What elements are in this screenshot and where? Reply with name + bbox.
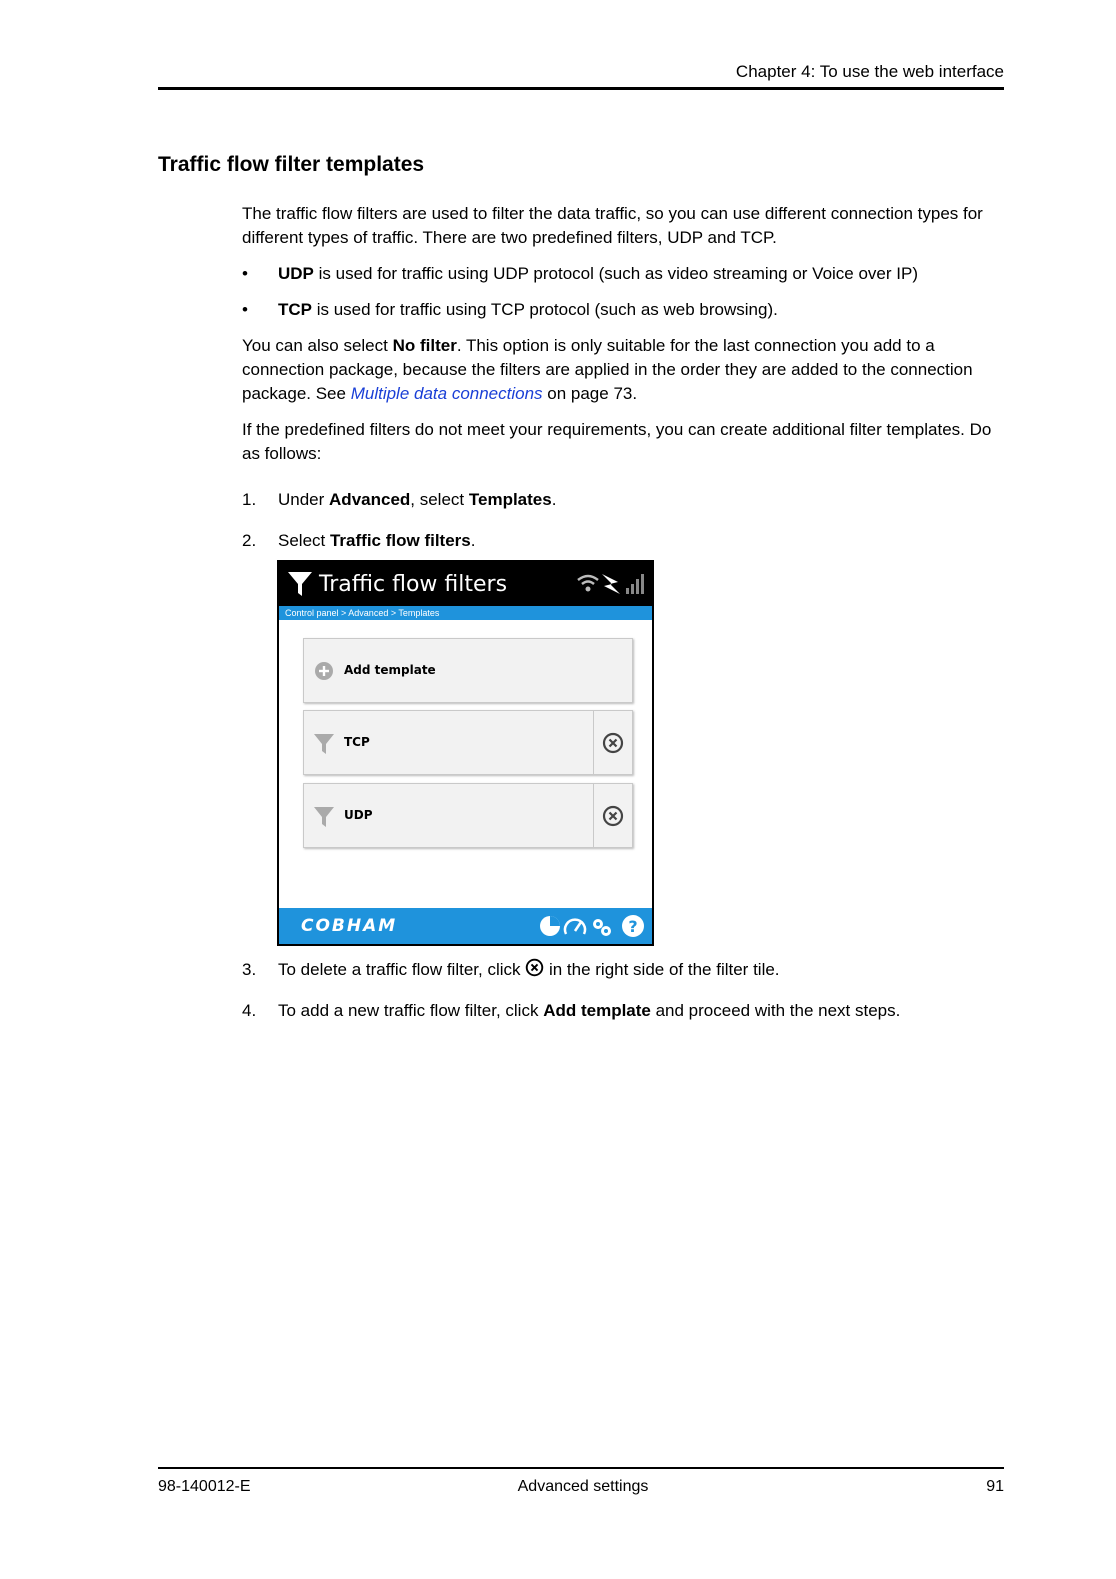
traffic-flow-filters-screenshot xyxy=(277,560,654,946)
step-number: 2. xyxy=(242,531,257,550)
bold-term: No filter xyxy=(392,336,457,355)
body-text xyxy=(242,202,1004,570)
svg-text:?: ? xyxy=(628,917,638,936)
status-icons xyxy=(574,570,646,596)
close-circle-icon xyxy=(602,805,624,827)
add-template-tile[interactable] xyxy=(303,638,633,703)
brand-logo: COBHAM xyxy=(301,916,398,936)
filter-icon xyxy=(314,733,334,755)
screen-title: Traffic flow filters xyxy=(319,572,508,597)
filter-tile-udp[interactable] xyxy=(303,783,633,848)
bullet-term: TCP xyxy=(278,300,312,319)
text-span: and proceed with the next steps. xyxy=(650,1001,901,1020)
tile-label: UDP xyxy=(344,808,373,822)
bold-term: Templates xyxy=(468,490,552,509)
text-span: Under xyxy=(278,490,330,509)
step-number: 4. xyxy=(242,1001,257,1020)
screen-footer-bar xyxy=(279,908,652,944)
step-3 xyxy=(242,958,1004,982)
close-circle-icon xyxy=(602,732,624,754)
step-1 xyxy=(242,488,1004,512)
header-rule xyxy=(158,87,1004,90)
step-number: 1. xyxy=(242,490,257,509)
steps-continued xyxy=(242,958,1004,1040)
bold-term: Advanced xyxy=(329,490,411,509)
text-span: Select xyxy=(278,531,330,550)
bullet-dot: • xyxy=(242,300,248,319)
filter-icon xyxy=(314,806,334,828)
text-span: To delete a traffic flow filter, click xyxy=(278,960,526,979)
tile-label: TCP xyxy=(344,735,370,749)
bullet-item xyxy=(242,262,1004,286)
intro-paragraph: The traffic flow filters are used to filter the data traffic, so you can use different connection types for different types of traffic. There are two predefined filters, UDP and TCP. xyxy=(242,204,983,247)
filter-icon xyxy=(287,570,313,598)
text-span: . This option is only suitable for the last connection you add to a connection package, because the filters are applied in the order they are added to the connection package. See xyxy=(242,336,973,403)
text-span: in the right side of the filter tile. xyxy=(544,960,780,979)
text-span: . xyxy=(551,490,557,509)
chapter-header: Chapter 4: To use the web interface xyxy=(735,62,1004,81)
text-span: . xyxy=(470,531,476,550)
step-number: 3. xyxy=(242,960,257,979)
bullet-item xyxy=(242,298,1004,322)
breadcrumb: Control panel > Advanced > Templates xyxy=(279,606,652,620)
predefined-paragraph: If the predefined filters do not meet your requirements, you can create additional filter templates. Do as follows: xyxy=(242,420,992,463)
settings-icon xyxy=(593,919,611,936)
text-span: on page 73. xyxy=(542,384,638,403)
delete-button[interactable] xyxy=(593,784,632,847)
bullet-term: UDP xyxy=(278,264,314,283)
bullet-text: is used for traffic using TCP protocol (such as web browsing). xyxy=(312,300,778,319)
tile-label: Add template xyxy=(344,663,436,677)
help-icon xyxy=(622,915,644,937)
cross-reference-link[interactable]: Multiple data connections xyxy=(350,384,543,403)
bullet-text: is used for traffic using UDP protocol (such as video streaming or Voice over IP) xyxy=(313,264,918,283)
footer-section: Advanced settings xyxy=(517,1478,649,1495)
footer-nav-icons xyxy=(538,914,646,938)
text-span: To add a new traffic flow filter, click xyxy=(278,1001,544,1020)
section-title: Traffic flow filter templates xyxy=(158,153,425,176)
document-id: 98-140012-E xyxy=(158,1478,251,1495)
filter-tile-tcp[interactable] xyxy=(303,710,633,775)
text-span: You can also select xyxy=(242,336,393,355)
page-number: 91 xyxy=(986,1478,1004,1495)
text-span: , select xyxy=(410,490,469,509)
nofilter-paragraph xyxy=(242,334,1004,406)
bold-term: Add template xyxy=(543,1001,651,1020)
gauge-icon xyxy=(565,920,585,934)
step-2 xyxy=(242,529,1004,553)
delete-button[interactable] xyxy=(593,711,632,774)
plus-circle-icon xyxy=(314,661,334,681)
pie-chart-icon xyxy=(540,916,560,936)
bullet-dot: • xyxy=(242,264,248,283)
close-circle-icon xyxy=(525,958,544,977)
footer-rule xyxy=(158,1467,1004,1469)
bold-term: Traffic flow filters xyxy=(329,531,471,550)
screen-title-bar xyxy=(279,562,652,606)
step-4 xyxy=(242,999,1004,1023)
